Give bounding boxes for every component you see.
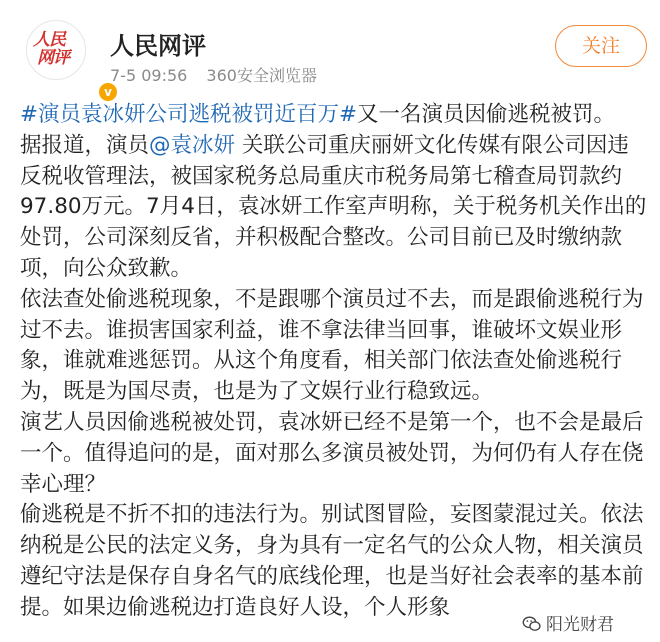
post-paragraph-1: [20, 100, 650, 285]
follow-button[interactable]: 关注: [555, 25, 647, 67]
post-body: [20, 100, 650, 624]
paragraph-1-prefix: 据报道，演员: [20, 132, 150, 158]
logo-text-top: 人民: [33, 30, 65, 50]
post-source: 360安全浏览器: [206, 66, 317, 85]
brand-logo: [33, 31, 81, 71]
post-timestamp: 7-5 09:56: [110, 66, 188, 85]
watermark: [522, 612, 658, 638]
verified-badge-icon: v: [97, 81, 119, 103]
logo-text-bottom: 网评: [37, 48, 69, 68]
post-header: [0, 0, 660, 99]
hashtag-link[interactable]: #演员袁冰妍公司逃税被罚近百万#: [20, 102, 358, 127]
post-paragraph-4: 偷逃税是不折不扣的违法行为。别试图冒险，妄图蒙混过关。依法纳税是公民的法定义务，身为具有一定名气的公众人物，相关演员遵纪守法是保存自身名气的底线伦理，也是当好社会表率的基本前提。如果边偷逃税边打造良好人设，个人形象: [20, 502, 644, 620]
post-paragraph-2: 依法查处偷逃税现象，不是跟哪个演员过不去，而是跟偷逃税行为过不去。谁损害国家利益，谁不拿法律当回事，谁破坏文娱业形象，谁就难逃惩罚。从这个角度看，相关部门依法查处偷逃税行为，既是为国尽责，也是为了文娱行业行稳致远。: [20, 286, 644, 405]
mention-link[interactable]: @袁冰妍: [149, 132, 236, 158]
headline-text: 又一名演员因偷逃税被罚。: [357, 102, 616, 127]
watermark-text: 阳光财君: [546, 615, 614, 635]
avatar[interactable]: [26, 20, 112, 99]
wechat-icon: [522, 614, 542, 634]
paragraph-1-text: 关联公司重庆丽妍文化传媒有限公司因违反税收管理法，被国家税务总局重庆市税务局第七稽查局罚款约97.80万元。7月4日，袁冰妍工作室声明称，关于税务机关作出的处罚，公司深刻反省，并积极配合整改。公司目前已及时缴纳款项，向公众致歉。: [20, 132, 647, 281]
account-name[interactable]: 人民网评: [110, 32, 206, 60]
post-paragraph-3: 演艺人员因偷逃税被处罚，袁冰妍已经不是第一个，也不会是最后一个。值得追问的是，面对那么多演员被处罚，为何仍有人存在侥幸心理？: [20, 409, 644, 497]
post-meta: [110, 63, 317, 86]
